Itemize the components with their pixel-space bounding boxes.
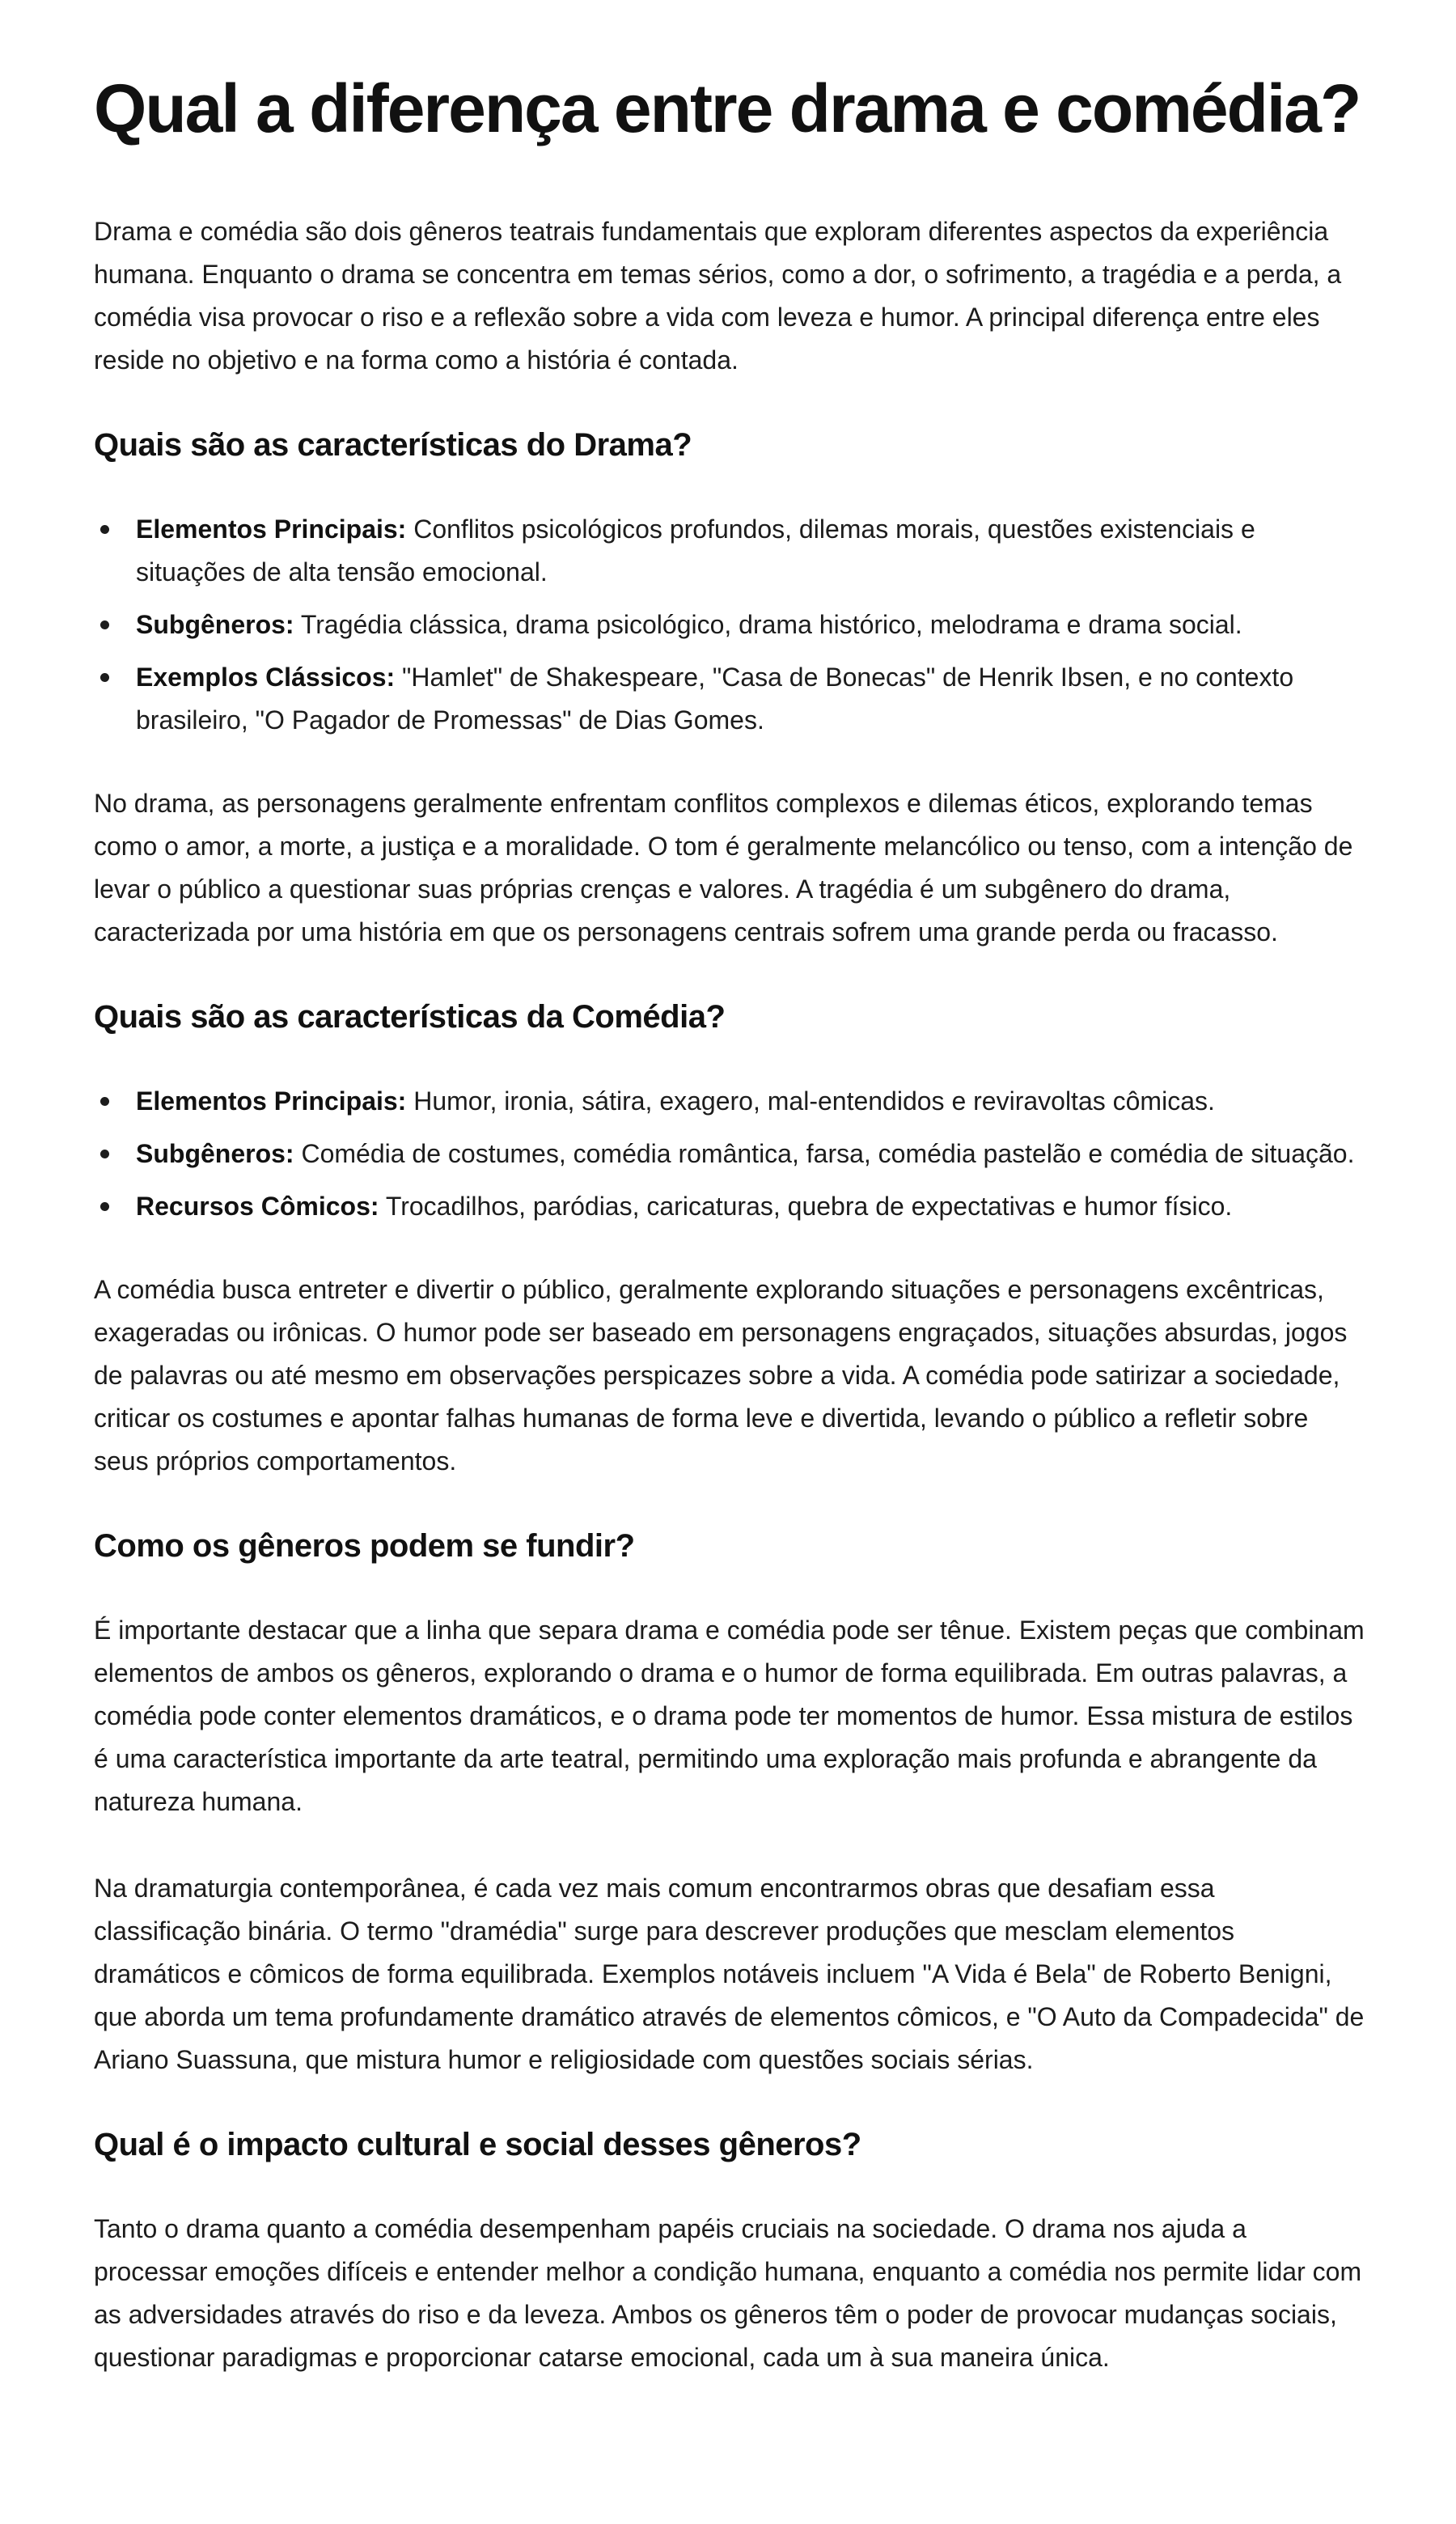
fusao-paragraph-1: É importante destacar que a linha que separa drama e comédia pode ser tênue. Existem peças que combinam elementos de ambos os gêneros, explorando o drama e o humor de forma equilibrada. Em outras palavras, a comédia pode conter elementos dramáticos, e o drama pode ter momentos de humor. Essa mistura de estilos é uma característica importante da arte teatral, permitindo uma exploração mais profunda e abrangente da natureza humana. (94, 1616, 1365, 1817)
list-item (94, 508, 1367, 594)
intro-paragraph: Drama e comédia são dois gêneros teatrais fundamentais que exploram diferentes aspectos da experiência humana. Enquanto o drama se concentra em temas sérios, como a dor, o sofrimento, a tragédia e a perda, a comédia visa provocar o riso e a reflexão sobre a vida com leveza e humor. A principal diferença entre eles reside no objetivo e na forma como a história é contada. (94, 217, 1342, 375)
fusao-paragraph-2: Na dramaturgia contemporânea, é cada vez mais comum encontrarmos obras que desafiam essa classificação binária. O termo "dramédia" surge para descrever produções que mesclam elementos dramáticos e cômicos de forma equilibrada. Exemplos notáveis incluem "A Vida é Bela" de Roberto Benigni, que aborda um tema profundamente dramático através de elementos cômicos, e "O Auto da Compadecida" de Ariano Suassuna, que mistura humor e religiosidade com questões sociais sérias. (94, 1874, 1365, 2075)
drama-paragraph: No drama, as personagens geralmente enfrentam conflitos complexos e dilemas éticos, explorando temas como o amor, a morte, a justiça e a moralidade. O tom é geralmente melancólico ou tenso, com a intenção de levar o público a questionar suas próprias crenças e valores. A tragédia é um subgênero do drama, caracterizada por uma história em que os personagens centrais sofrem uma grande perda ou fracasso. (94, 789, 1353, 947)
list-item-label: Exemplos Clássicos: (136, 663, 396, 692)
list-item-text: Humor, ironia, sátira, exagero, mal-entendidos e reviravoltas cômicas. (406, 1086, 1215, 1116)
list-item (94, 1133, 1367, 1175)
list-item-text: Trocadilhos, paródias, caricaturas, quebra de expectativas e humor físico. (379, 1192, 1233, 1222)
page-title: Qual a diferença entre drama e comédia? (94, 70, 1361, 146)
drama-heading: Quais são as características do Drama? (94, 427, 692, 464)
comedia-section (94, 997, 1367, 1483)
impacto-heading: Qual é o impacto cultural e social desses gêneros? (94, 2127, 861, 2163)
list-item-text: Comédia de costumes, comédia romântica, farsa, comédia pastelão e comédia de situação. (294, 1139, 1355, 1169)
list-item-label: Subgêneros: (136, 610, 294, 640)
drama-list (94, 508, 1367, 742)
impacto-section (94, 2125, 1367, 2379)
list-item-label: Elementos Principais: (136, 515, 407, 544)
list-item (94, 603, 1367, 646)
drama-section (94, 426, 1367, 954)
fusao-section (94, 1527, 1367, 2081)
list-item (94, 1185, 1367, 1228)
fusao-heading: Como os gêneros podem se fundir? (94, 1528, 635, 1565)
comedia-list (94, 1080, 1367, 1228)
list-item-label: Elementos Principais: (136, 1086, 407, 1116)
comedia-heading: Quais são as características da Comédia? (94, 999, 726, 1035)
list-item (94, 656, 1367, 742)
list-item-label: Subgêneros: (136, 1139, 294, 1169)
comedia-paragraph: A comédia busca entreter e divertir o público, geralmente explorando situações e personagens excêntricas, exageradas ou irônicas. O humor pode ser baseado em personagens engraçados, situações absurdas, jogos de palavras ou até mesmo em observações perspicazes sobre a vida. A comédia pode satirizar a sociedade, criticar os costumes e apontar falhas humanas de forma leve e divertida, levando o público a refletir sobre seus próprios comportamentos. (94, 1275, 1348, 1476)
list-item-text: "Hamlet" de Shakespeare, "Casa de Bonecas" de Henrik Ibsen, e no contexto brasileiro, "O Pagador de Promessas" de Dias Gomes. (136, 663, 1294, 735)
list-item-label: Recursos Cômicos: (136, 1192, 379, 1222)
impacto-paragraph: Tanto o drama quanto a comédia desempenham papéis cruciais na sociedade. O drama nos ajuda a processar emoções difíceis e entender melhor a condição humana, enquanto a comédia nos permite lidar com as adversidades através do riso e da leveza. Ambos os gêneros têm o poder de provocar mudanças sociais, questionar paradigmas e proporcionar catarse emocional, cada um à sua maneira única. (94, 2214, 1362, 2373)
list-item-text: Tragédia clássica, drama psicológico, drama histórico, melodrama e drama social. (294, 610, 1242, 640)
list-item-text: Conflitos psicológicos profundos, dilemas morais, questões existenciais e situações de alta tensão emocional. (136, 515, 1255, 587)
list-item (94, 1080, 1367, 1123)
